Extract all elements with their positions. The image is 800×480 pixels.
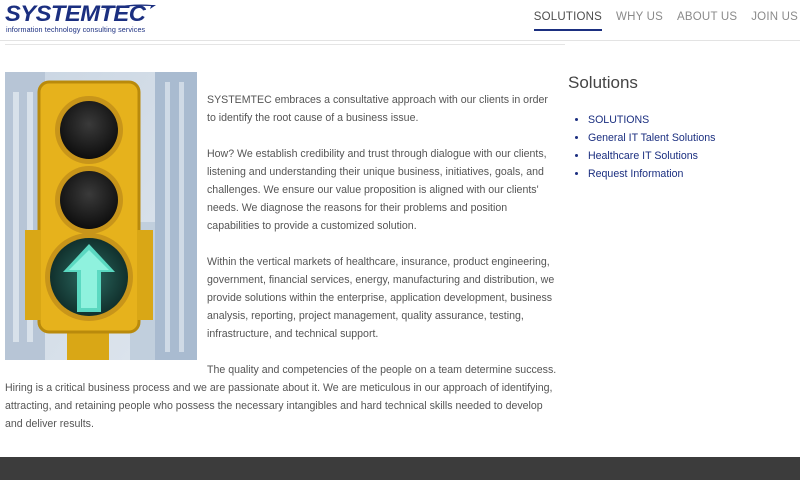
- sidebar-links: [568, 111, 715, 183]
- site-header: [0, 0, 800, 41]
- nav-about-us[interactable]: ABOUT US: [677, 11, 738, 23]
- sidebar-link-item: [588, 147, 715, 165]
- intro-paragraph: SYSTEMTEC embraces a consultative approach with our clients in order to identify the root cause of a business issue.: [207, 94, 548, 124]
- sidebar-link-item: [588, 165, 715, 183]
- sidebar-link-general-it-talent[interactable]: General IT Talent Solutions: [588, 132, 716, 144]
- traffic-light-image: [5, 72, 197, 360]
- main-nav: [520, 11, 798, 31]
- site-footer: [0, 457, 800, 480]
- systemtec-logo[interactable]: [5, 3, 155, 35]
- logo-swoosh-icon: [100, 3, 156, 13]
- logo-tagline: information technology consulting services: [6, 25, 146, 34]
- sidebar-link-healthcare-it[interactable]: Healthcare IT Solutions: [588, 150, 698, 162]
- sidebar-link-item: [588, 129, 715, 147]
- nav-join-us[interactable]: JOIN US: [751, 11, 798, 23]
- sidebar-title: Solutions: [568, 73, 638, 92]
- content-divider: [5, 44, 565, 45]
- sidebar-link-item: [588, 111, 715, 129]
- sidebar-link-request-information[interactable]: Request Information: [588, 168, 684, 180]
- sidebar-link-solutions[interactable]: SOLUTIONS: [588, 114, 650, 126]
- nav-solutions[interactable]: SOLUTIONS: [534, 11, 602, 31]
- approach-paragraph: How? We establish credibility and trust through dialogue with our clients, listening and understanding their unique business, initiatives, goals, and challenges. We ensure our value proposition is aligned with our clients' needs. We diagnose the reasons for their problems and position capabilities to provide a customized solution.: [207, 148, 547, 232]
- markets-paragraph: Within the vertical markets of healthcare, insurance, product engineering, government, financial services, energy, manufacturing and distribution, we provide solutions within the enterprise, application development, business analysis, reporting, project management, quality assurance, testing, infrastructure, and technical support.: [207, 256, 555, 340]
- nav-why-us[interactable]: WHY US: [616, 11, 664, 23]
- people-paragraph: The quality and competencies of the people on a team determine success. Hiring is a critical business process and we are passionate about it. We are meticulous in our approach of identifying, attracting, and retaining people who possess the necessary intangibles and hard technical skills needed to develop and deliver results.: [5, 364, 557, 430]
- logo-wordmark: SYSTEMTEC: [5, 1, 146, 26]
